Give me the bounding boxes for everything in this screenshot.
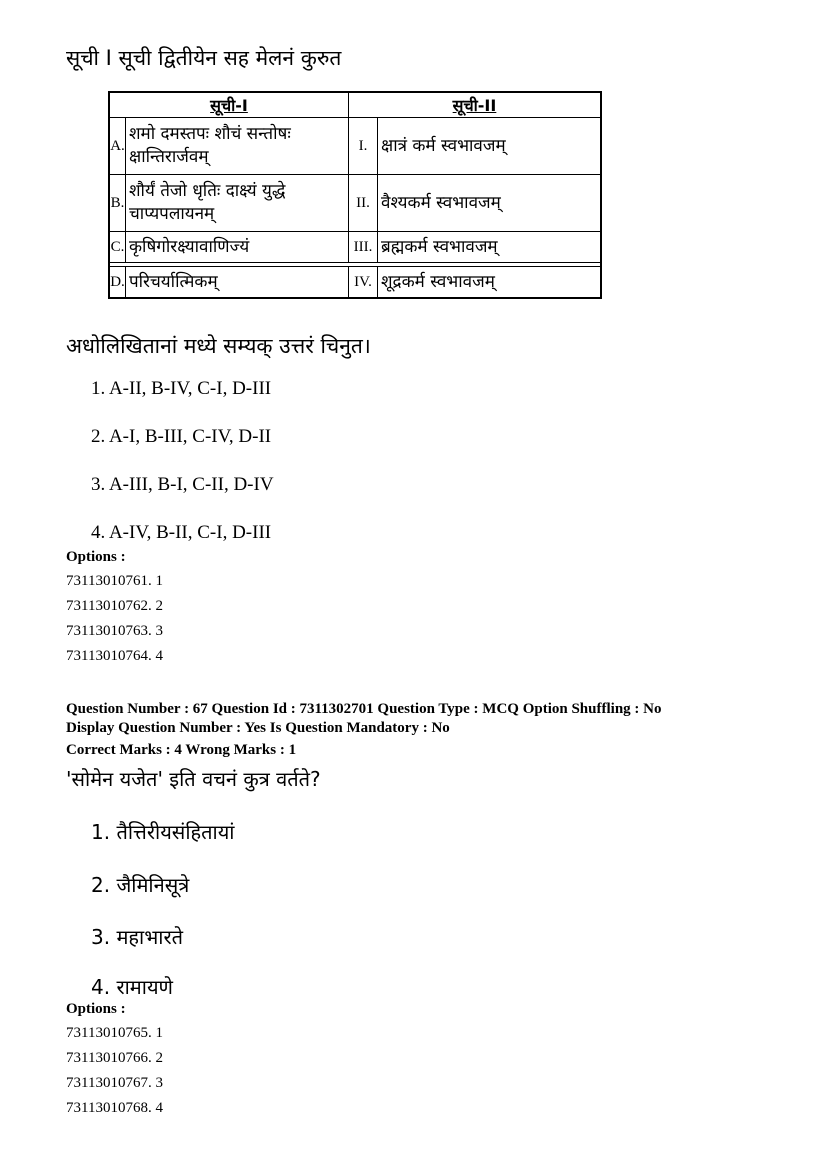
answer-choice: 3. महाभारते — [91, 925, 184, 949]
row-text-right: शूद्रकर्म स्वभावजम् — [378, 267, 602, 299]
answer-choice: 4. A-IV, B-II, C-I, D-III — [91, 522, 272, 543]
row-key-left: B. — [109, 175, 126, 232]
table-row — [109, 267, 601, 299]
row-key-right: I. — [349, 118, 378, 175]
question-marks: Correct Marks : 4 Wrong Marks : 1 — [66, 742, 297, 758]
question-text: 'सोमेन यजेत' इति वचनं कुत्र वर्तते? — [66, 767, 321, 791]
row-key-right: II. — [349, 175, 378, 232]
options-label: Options : — [66, 549, 126, 565]
table-row — [109, 118, 601, 175]
match-table — [108, 91, 602, 299]
answer-choice: 1. A-II, B-IV, C-I, D-III — [91, 378, 272, 399]
question-text: अधोलिखितानां मध्ये सम्यक् उत्तरं चिनुत। — [66, 334, 371, 358]
column-header-list-2: सूची-II — [349, 92, 602, 118]
option-id: 73113010768. 4 — [66, 1100, 163, 1116]
row-text-left: कृषिगोरक्ष्यावाणिज्यं — [126, 232, 349, 263]
row-key-left: D. — [109, 267, 126, 299]
row-text-left: शौर्यं तेजो धृतिः दाक्ष्यं युद्धे चाप्यपलायनम् — [126, 175, 349, 232]
answer-choice: 1. तैत्तिरीयसंहितायां — [91, 820, 235, 844]
option-id: 73113010765. 1 — [66, 1025, 163, 1041]
row-text-right: वैश्यकर्म स्वभावजम् — [378, 175, 602, 232]
question-meta-line: Question Number : 67 Question Id : 7311302701 Question Type : MCQ Option Shuffling : No — [66, 701, 662, 717]
column-header-list-1: सूची-I — [109, 92, 349, 118]
question-meta-line: Display Question Number : Yes Is Question Mandatory : No — [66, 720, 450, 736]
option-id: 73113010766. 2 — [66, 1050, 163, 1066]
table-row — [109, 175, 601, 232]
table-header-row — [109, 92, 601, 118]
option-id: 73113010764. 4 — [66, 648, 163, 664]
row-text-right: क्षात्रं कर्म स्वभावजम् — [378, 118, 602, 175]
row-key-right: III. — [349, 232, 378, 263]
row-key-left: C. — [109, 232, 126, 263]
row-key-right: IV. — [349, 267, 378, 299]
answer-choice: 2. A-I, B-III, C-IV, D-II — [91, 426, 272, 447]
option-id: 73113010767. 3 — [66, 1075, 163, 1091]
option-id: 73113010763. 3 — [66, 623, 163, 639]
option-id: 73113010762. 2 — [66, 598, 163, 614]
match-instruction: सूची I सूची द्वितीयेन सह मेलनं कुरुत — [66, 46, 342, 70]
row-key-left: A. — [109, 118, 126, 175]
options-label: Options : — [66, 1001, 126, 1017]
table-row — [109, 232, 601, 263]
row-text-left: परिचर्यात्मिकम् — [126, 267, 349, 299]
option-id: 73113010761. 1 — [66, 573, 163, 589]
answer-choice: 4. रामायणे — [91, 975, 173, 999]
answer-choice: 2. जैमिनिसूत्रे — [91, 873, 190, 897]
row-text-right: ब्रह्मकर्म स्वभावजम् — [378, 232, 602, 263]
row-text-left: शमो दमस्तपः शौचं सन्तोषः क्षान्तिरार्जवम् — [126, 118, 349, 175]
answer-choice: 3. A-III, B-I, C-II, D-IV — [91, 474, 274, 495]
